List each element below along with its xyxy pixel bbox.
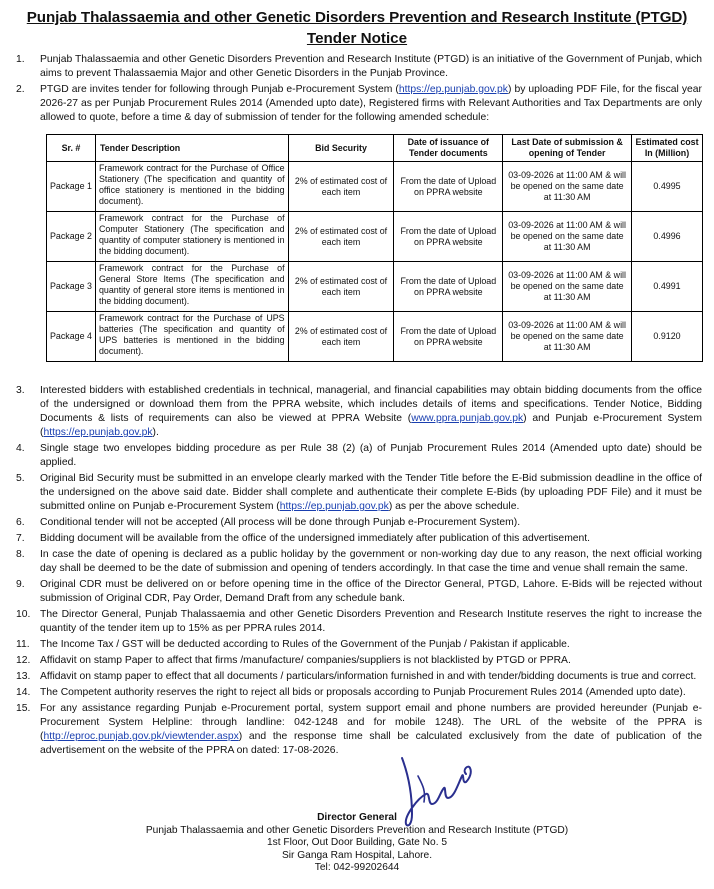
header-bid-security: Bid Security	[288, 135, 394, 162]
cell-description: Framework contract for the Purchase of Computer Stationery (The specification and quantity of computer stationery is mentioned in the bidding document).	[95, 212, 288, 262]
cell-issuance-date: From the date of Upload on PPRA website	[394, 262, 503, 312]
header-last-date: Last Date of submission & opening of Tender	[503, 135, 632, 162]
cell-last-date: 03-09-2026 at 11:00 AM & will be opened on the same date at 11:30 AM	[503, 212, 632, 262]
cell-sr: Package 1	[47, 162, 96, 212]
item-text: The Competent authority reserves the right to reject all bids or proposals according to Punjab Procurement Rules 2014 (Amended upto date).	[40, 687, 686, 698]
list-item	[10, 53, 704, 81]
cell-estimated-cost: 0.4996	[632, 212, 703, 262]
item-text-part: ).	[152, 427, 159, 438]
header-sr: Sr. #	[47, 135, 96, 162]
address-line-1: 1st Floor, Out Door Building, Gate No. 5	[266, 837, 448, 849]
list-item	[10, 578, 704, 606]
cell-issuance-date: From the date of Upload on PPRA website	[394, 312, 503, 362]
telephone: Tel: 042-99202644	[314, 862, 400, 874]
item-number: 3.	[16, 385, 25, 396]
item-text-part: Interested bidders with established credentials in technical, managerial, and financial capabilities may obtain bidding documents from the office of the undersigned or download them from the PPRA website, which includes details of items and specifications. Tender Notice, Bidding Documents & lists of requirements can also be viewed at PPRA Website (	[40, 385, 702, 424]
list-item	[10, 83, 704, 125]
cell-bid-security: 2% of estimated cost of each item	[288, 212, 394, 262]
item-number: 11.	[16, 639, 30, 650]
signatory-designation: Director General	[317, 812, 397, 823]
cell-bid-security: 2% of estimated cost of each item	[288, 312, 394, 362]
item-number: 8.	[16, 549, 25, 560]
item-text-part: Original Bid Security must be submitted in an envelope clearly marked with the Tender Title before the E-Bid submission deadline in the office of the undersigned on the above said date. Bidder shall complete and authenticate their complete E-Bids (by uploading PDF File) and it must be submitted online on Punjab e-Procurement System (	[40, 473, 702, 512]
cell-sr: Package 3	[47, 262, 96, 312]
eprocurement-link[interactable]: https://ep.punjab.gov.pk	[279, 501, 389, 512]
cell-bid-security: 2% of estimated cost of each item	[288, 162, 394, 212]
item-text: In case the date of opening is declared as a public holiday by the government or non-working day due to any reason, the next official working day shall be deemed to be the date of submission and opening of tenders accordingly. In that case the time and venue shall remain the same.	[40, 549, 702, 574]
signature-block	[0, 812, 714, 875]
item-text-part: ) as per the above schedule.	[388, 501, 520, 512]
cell-bid-security: 2% of estimated cost of each item	[288, 262, 394, 312]
cell-estimated-cost: 0.4995	[632, 162, 703, 212]
table-header-row	[47, 135, 703, 162]
cell-last-date: 03-09-2026 at 11:00 AM & will be opened on the same date at 11:30 AM	[503, 162, 632, 212]
list-item	[10, 654, 704, 668]
table-row	[47, 162, 703, 212]
item-number: 6.	[16, 517, 25, 528]
list-item	[10, 638, 704, 652]
item-text-part: For any assistance regarding Punjab e-Procurement portal, system support email and phone numbers are provided hereunder (Punjab e-Procurement System Helpline: through landline: 042-1248 and for mobile 1248). The URL of the website of the PPRA is (	[40, 703, 702, 742]
item-number: 14.	[16, 687, 31, 698]
cell-sr: Package 2	[47, 212, 96, 262]
table-row	[47, 312, 703, 362]
item-text: Affidavit on stamp paper to effect that all documents / particulars/information furnished in and with tender/bidding documents is true and correct.	[40, 671, 697, 682]
item-number: 7.	[16, 533, 25, 544]
header-issuance-date: Date of issuance of Tender documents	[394, 135, 503, 162]
table-row	[47, 262, 703, 312]
item-text-part: ) and the response time shall be calculated exclusively from the date of publication of the advertisement on the website of the PPRA on dated: 17-08-2026.	[40, 731, 702, 756]
cell-description: Framework contract for the Purchase of General Store Items (The specification and quantity of general store items is mentioned in the bidding document).	[95, 262, 288, 312]
list-item	[10, 670, 704, 684]
header-estimated-cost: Estimated cost In (Million)	[632, 135, 703, 162]
list-item	[10, 532, 704, 546]
table-row	[47, 212, 703, 262]
cell-estimated-cost: 0.4991	[632, 262, 703, 312]
item-text	[40, 83, 704, 125]
item-text: The Director General, Punjab Thalassaemia and other Genetic Disorders Prevention and Research Institute reserves the right to increase the quantity of the tender item up to 15% as per PPRA rules 2014.	[40, 609, 702, 634]
item-number: 15.	[16, 703, 31, 714]
eprocurement-link[interactable]: https://ep.punjab.gov.pk	[398, 84, 508, 95]
item-text: Bidding document will be available from the office of the undersigned immediately after publication of this advertisement.	[40, 533, 591, 544]
cell-estimated-cost: 0.9120	[632, 312, 703, 362]
intro-list	[10, 53, 704, 125]
ppra-viewtender-link[interactable]: http://eproc.punjab.gov.pk/viewtender.aspx	[43, 731, 239, 742]
item-number: 1.	[16, 54, 25, 65]
cell-sr: Package 4	[47, 312, 96, 362]
list-item	[10, 516, 704, 530]
item-text	[40, 472, 704, 514]
item-text: Single stage two envelopes bidding procedure as per Rule 38 (2) (a) of Punjab Procurement Rules 2014 (Amended upto date) should be applied.	[40, 443, 702, 468]
terms-list	[10, 384, 704, 758]
item-number: 12.	[16, 655, 31, 666]
item-text-part: ) and Punjab e-Procurement System (	[40, 413, 702, 438]
item-text-part: ) by uploading PDF File, for the fiscal year 2026-27 as per Punjab Procurement Rules 2014 (Amended upto date), Registered firms with Relevant Authorities and Tax Departments are only allowed to quote, before a time & day of submission of tender for the following amended schedule:	[40, 84, 702, 123]
item-number: 5.	[16, 473, 25, 484]
list-item	[10, 608, 704, 636]
item-number: 13.	[16, 671, 31, 682]
address-line-2: Sir Ganga Ram Hospital, Lahore.	[281, 849, 433, 861]
item-text	[40, 702, 704, 758]
list-item	[10, 548, 704, 576]
item-number: 2.	[16, 84, 25, 95]
cell-last-date: 03-09-2026 at 11:00 AM & will be opened on the same date at 11:30 AM	[503, 262, 632, 312]
item-number: 4.	[16, 443, 25, 454]
header-description: Tender Description	[95, 135, 288, 162]
item-text: Punjab Thalassaemia and other Genetic Disorders Prevention and Research Institute (PTGD) is an initiative of the Government of Punjab, which aims to prevent Thalassaemia Major and other Genetic Disorders in the Punjab Province.	[40, 54, 702, 79]
item-text	[40, 384, 704, 440]
cell-description: Framework contract for the Purchase of UPS batteries (The specification and quantity of UPS batteries is mentioned in the bidding document).	[95, 312, 288, 362]
document-title: Punjab Thalassaemia and other Genetic Disorders Prevention and Research Institute (PTGD)	[26, 9, 688, 26]
signatory-organization: Punjab Thalassaemia and other Genetic Disorders Prevention and Research Institute (PTGD)	[145, 824, 569, 836]
cell-description: Framework contract for the Purchase of Office Stationery (The specification and quantity of office stationery is mentioned in the bidding document).	[95, 162, 288, 212]
cell-issuance-date: From the date of Upload on PPRA website	[394, 162, 503, 212]
cell-issuance-date: From the date of Upload on PPRA website	[394, 212, 503, 262]
eprocurement-link[interactable]: https://ep.punjab.gov.pk	[43, 427, 153, 438]
item-text-part: PTGD are invites tender for following through Punjab e-Procurement System (	[40, 84, 399, 95]
tender-schedule-table	[46, 134, 703, 362]
list-item	[10, 384, 704, 440]
document-subtitle: Tender Notice	[306, 30, 408, 47]
list-item	[10, 442, 704, 470]
list-item	[10, 472, 704, 514]
item-number: 10.	[16, 609, 31, 620]
item-text: The Income Tax / GST will be deducted according to Rules of the Government of the Punjab / Pakistan if applicable.	[40, 639, 570, 650]
cell-last-date: 03-09-2026 at 11:00 AM & will be opened on the same date at 11:30 AM	[503, 312, 632, 362]
item-number: 9.	[16, 579, 25, 590]
item-text: Conditional tender will not be accepted (All process will be done through Punjab e-Procurement System).	[40, 517, 521, 528]
list-item	[10, 686, 704, 700]
item-text: Original CDR must be delivered on or before opening time in the office of the Director General, PTGD, Lahore. E-Bids will be rejected without submission of Original CDR, Pay Order, Demand Draft from any schedule bank.	[40, 579, 702, 604]
list-item	[10, 702, 704, 758]
ppra-link[interactable]: www.ppra.punjab.gov.pk	[411, 413, 524, 424]
item-text: Affidavit on stamp Paper to affect that firms /manufacture/ companies/suppliers is not blacklisted by PTGD or PPRA.	[40, 655, 571, 666]
